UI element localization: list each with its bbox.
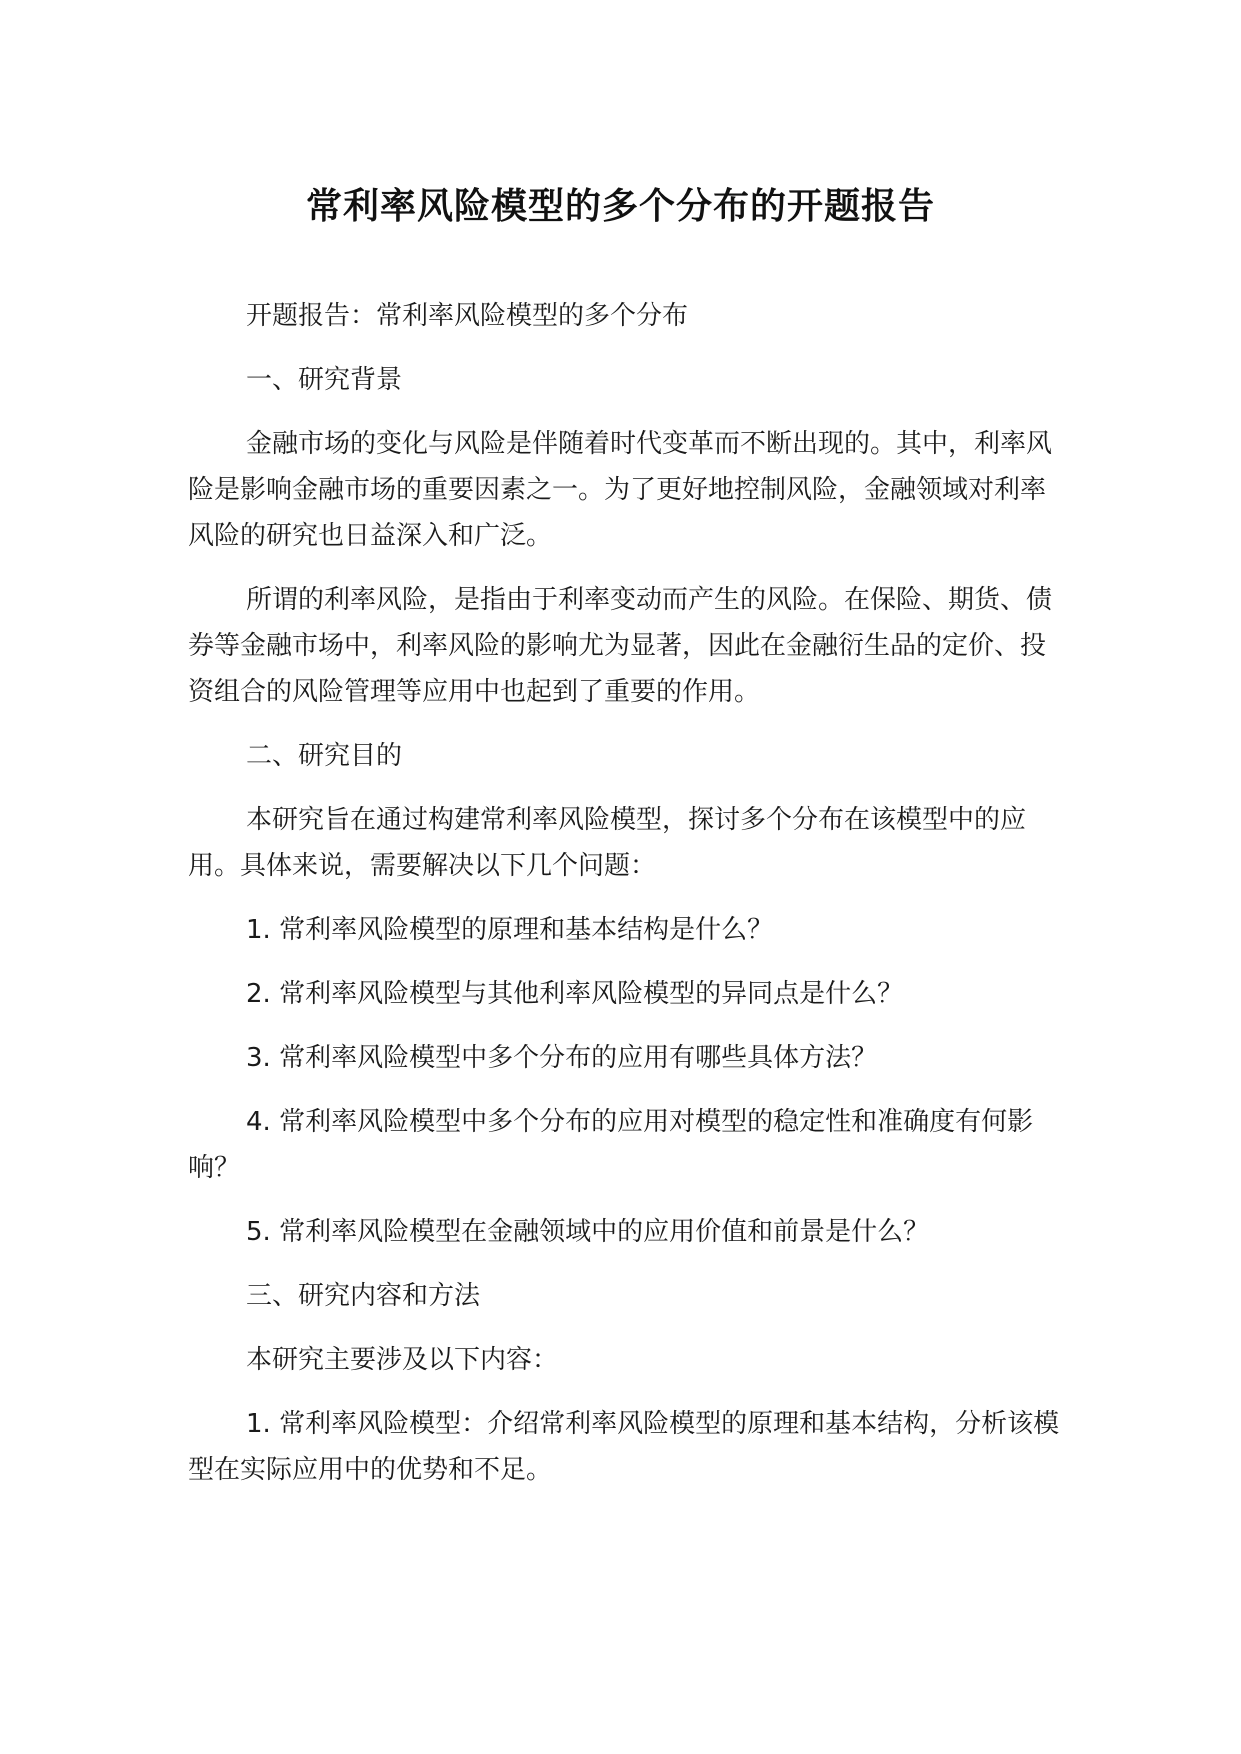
- document-title: 常利率风险模型的多个分布的开题报告: [305, 186, 935, 227]
- list-item-content-1: 1. 常利率风险模型：介绍常利率风险模型的原理和基本结构，分析该模型在实际应用中的优势和不足。: [188, 1409, 1060, 1485]
- section-heading-content-method: 三、研究内容和方法: [246, 1281, 481, 1311]
- paragraph-background-2: 所谓的利率风险，是指由于利率变动而产生的风险。在保险、期货、债券等金融市场中，利率风险的影响尤为显著，因此在金融衍生品的定价、投资组合的风险管理等应用中也起到了重要的作用。: [188, 585, 1053, 707]
- list-item-question-2: 2. 常利率风险模型与其他利率风险模型的异同点是什么？: [246, 979, 904, 1009]
- section-heading-purpose: 二、研究目的: [246, 741, 403, 771]
- list-item-question-4: 4. 常利率风险模型中多个分布的应用对模型的稳定性和准确度有何影响？: [188, 1107, 1034, 1183]
- paragraph-content-intro: 本研究主要涉及以下内容：: [246, 1345, 559, 1375]
- paragraph-subtitle: 开题报告：常利率风险模型的多个分布: [246, 301, 689, 331]
- paragraph-background-1: 金融市场的变化与风险是伴随着时代变革而不断出现的。其中，利率风险是影响金融市场的重要因素之一。为了更好地控制风险，金融领域对利率风险的研究也日益深入和广泛。: [188, 429, 1053, 551]
- section-heading-background: 一、研究背景: [246, 365, 403, 395]
- document-body: [188, 293, 1068, 1511]
- paragraph-purpose: 本研究旨在通过构建常利率风险模型，探讨多个分布在该模型中的应用。具体来说，需要解决以下几个问题：: [188, 805, 1027, 881]
- list-item-question-1: 1. 常利率风险模型的原理和基本结构是什么？: [246, 915, 774, 945]
- list-item-question-5: 5. 常利率风险模型在金融领域中的应用价值和前景是什么？: [246, 1217, 930, 1247]
- list-item-question-3: 3. 常利率风险模型中多个分布的应用有哪些具体方法？: [246, 1043, 878, 1073]
